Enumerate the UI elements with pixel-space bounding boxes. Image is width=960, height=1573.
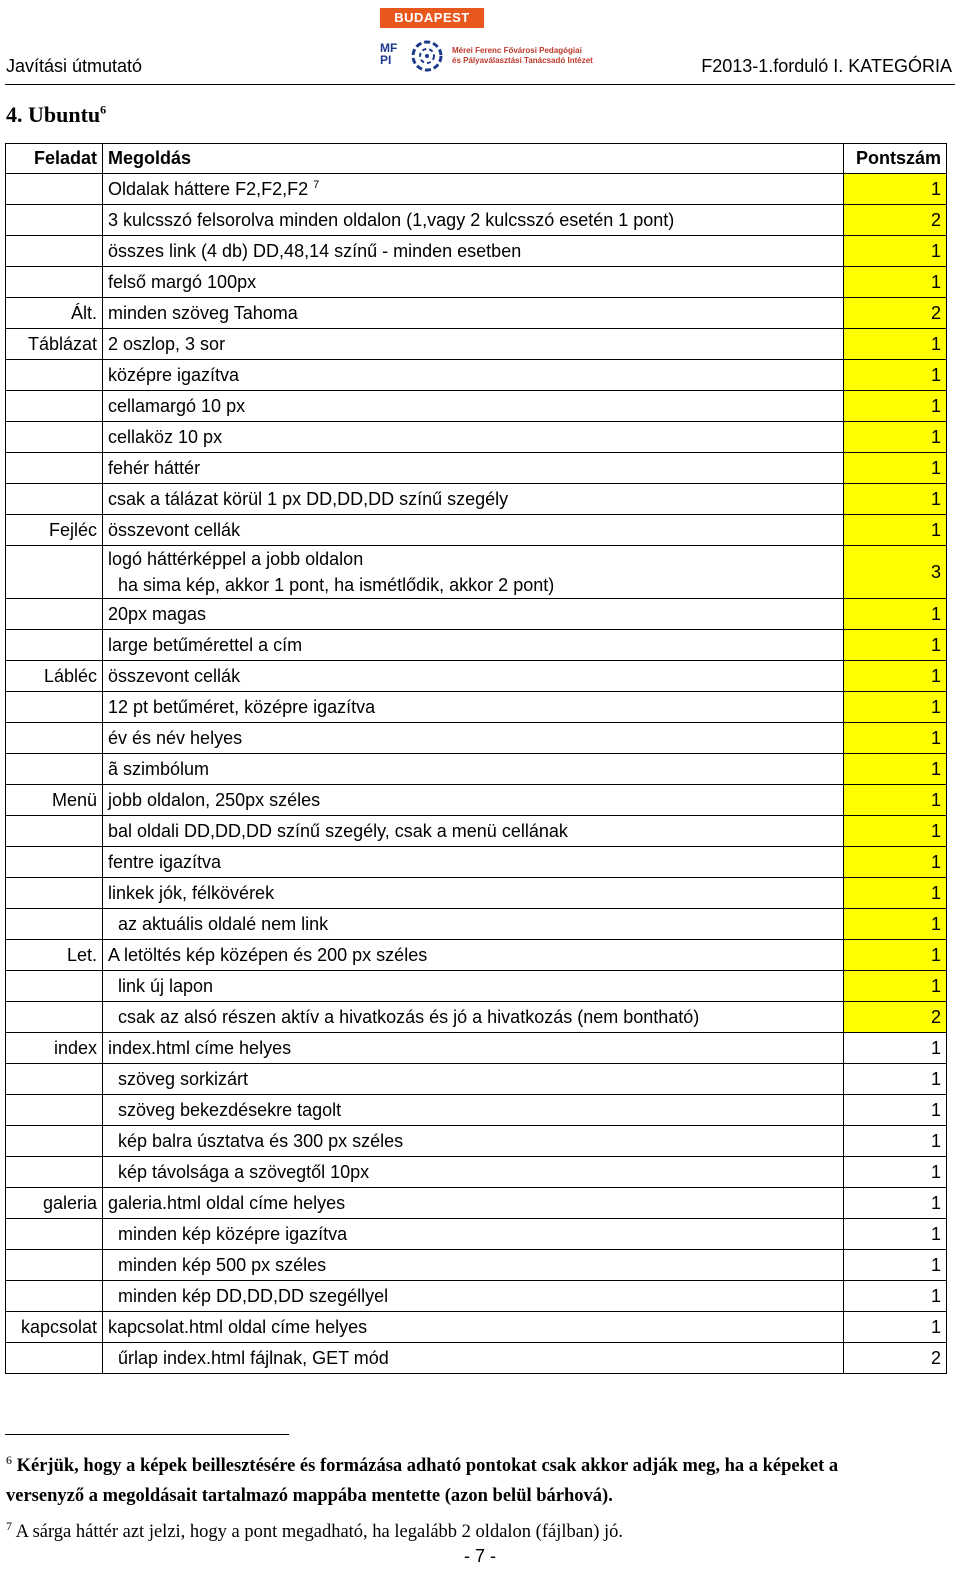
row-pontszam: 1: [844, 754, 947, 785]
row-megoldas-text: link új lapon: [118, 975, 214, 996]
header-right: F2013-1.forduló I. KATEGÓRIA: [701, 56, 952, 76]
section-title: [6, 102, 106, 128]
mfpi-logo-letters: MF PI: [380, 41, 398, 67]
row-pontszam: 1: [844, 599, 947, 630]
row-megoldas: [103, 1188, 844, 1219]
row-pontszam: 1: [844, 1064, 947, 1095]
row-megoldas-text: index.html címe helyes: [108, 1037, 292, 1058]
row-feladat: [6, 422, 103, 453]
row-pontszam: 1: [844, 816, 947, 847]
row-pontszam: 1: [844, 1095, 947, 1126]
row-pontszam: 1: [844, 422, 947, 453]
footnote-6-mark: 6: [6, 1453, 12, 1467]
row-feladat: [6, 1002, 103, 1033]
table-row: [6, 847, 947, 878]
table-row: [6, 236, 947, 267]
row-pontszam: 1: [844, 1250, 947, 1281]
row-megoldas: [103, 909, 844, 940]
table-row: [6, 1219, 947, 1250]
row-pontszam: 1: [844, 878, 947, 909]
row-megoldas: [103, 515, 844, 546]
row-megoldas: [103, 630, 844, 661]
header-left: Javítási útmutató: [6, 56, 143, 76]
table-row: [6, 360, 947, 391]
row-feladat: Let.: [6, 940, 103, 971]
row-feladat: [6, 1157, 103, 1188]
footnote-6: [6, 1445, 906, 1511]
row-feladat: [6, 630, 103, 661]
row-pontszam: 1: [844, 1219, 947, 1250]
row-megoldas-text: 20px magas: [108, 603, 207, 624]
table-row: [6, 599, 947, 630]
section-title-footnote-ref: 6: [100, 102, 107, 117]
row-pontszam: 1: [844, 785, 947, 816]
table-row: [6, 329, 947, 360]
row-pontszam: 1: [844, 1126, 947, 1157]
row-feladat: [6, 360, 103, 391]
row-feladat: [6, 1219, 103, 1250]
budapest-logo: BUDAPEST: [380, 8, 484, 28]
footnotes: [6, 1445, 906, 1547]
row-pontszam: 2: [844, 1343, 947, 1374]
row-pontszam: 1: [844, 236, 947, 267]
table-row: [6, 754, 947, 785]
row-megoldas: [103, 360, 844, 391]
row-megoldas-text: szöveg sorkizárt: [118, 1068, 249, 1089]
table-row: [6, 1281, 947, 1312]
row-pontszam: 1: [844, 1157, 947, 1188]
row-megoldas: [103, 546, 844, 599]
row-megoldas: [103, 599, 844, 630]
table-row: [6, 723, 947, 754]
row-feladat: [6, 267, 103, 298]
table-row: [6, 785, 947, 816]
footnote-7: [6, 1511, 906, 1547]
row-megoldas-text: minden kép DD,DD,DD szegéllyel: [118, 1285, 389, 1306]
table-row: [6, 878, 947, 909]
row-feladat: [6, 205, 103, 236]
row-megoldas: [103, 878, 844, 909]
row-megoldas-text: az aktuális oldalé nem link: [118, 913, 329, 934]
table-row: [6, 1312, 947, 1343]
table-row: [6, 1033, 947, 1064]
row-megoldas: [103, 329, 844, 360]
table-row: [6, 1064, 947, 1095]
row-pontszam: 1: [844, 329, 947, 360]
header-pontszam: Pontszám: [844, 144, 947, 174]
row-feladat: index: [6, 1033, 103, 1064]
row-feladat: [6, 391, 103, 422]
row-megoldas: [103, 1312, 844, 1343]
row-megoldas-text: 12 pt betűméret, középre igazítva: [108, 696, 376, 717]
mfpi-logo-text-line1: Mérei Ferenc Fővárosi Pedagógiai: [452, 46, 582, 55]
row-megoldas: [103, 1219, 844, 1250]
row-megoldas: [103, 785, 844, 816]
row-pontszam: 1: [844, 515, 947, 546]
row-feladat: [6, 692, 103, 723]
table-row: [6, 816, 947, 847]
header-megoldas: Megoldás: [103, 144, 844, 174]
scoring-table: [5, 143, 947, 1374]
row-pontszam: 1: [844, 391, 947, 422]
footnote-7-text: A sárga háttér azt jelzi, hogy a pont megadható, ha legalább 2 oldalon (fájlban) jó.: [15, 1522, 623, 1543]
row-pontszam: 1: [844, 847, 947, 878]
table-row: [6, 298, 947, 329]
row-feladat: [6, 878, 103, 909]
row-pontszam: 1: [844, 909, 947, 940]
table-row: [6, 1002, 947, 1033]
row-feladat: [6, 723, 103, 754]
row-pontszam: 1: [844, 940, 947, 971]
row-megoldas-text: összevont cellák: [108, 519, 241, 540]
row-megoldas-text: 2 oszlop, 3 sor: [108, 333, 226, 354]
row-megoldas: [103, 971, 844, 1002]
row-pontszam: 1: [844, 723, 947, 754]
row-megoldas: [103, 692, 844, 723]
table-row: [6, 661, 947, 692]
row-megoldas-text: szöveg bekezdésekre tagolt: [118, 1099, 342, 1120]
table-row: [6, 909, 947, 940]
footnote-rule: [5, 1434, 289, 1435]
row-megoldas-text: large betűmérettel a cím: [108, 634, 303, 655]
row-megoldas-text: kapcsolat.html oldal címe helyes: [108, 1316, 368, 1337]
table-row: [6, 267, 947, 298]
table-row: [6, 971, 947, 1002]
row-megoldas: [103, 1126, 844, 1157]
row-pontszam: 2: [844, 205, 947, 236]
row-pontszam: 1: [844, 661, 947, 692]
table-row: [6, 630, 947, 661]
row-pontszam: 1: [844, 453, 947, 484]
row-feladat: [6, 847, 103, 878]
row-feladat: [6, 1343, 103, 1374]
table-row: [6, 1343, 947, 1374]
header-divider: [5, 84, 955, 85]
table-row: [6, 422, 947, 453]
row-megoldas-text: linkek jók, félkövérek: [108, 882, 275, 903]
row-megoldas: [103, 236, 844, 267]
table-row: [6, 1157, 947, 1188]
row-pontszam: 1: [844, 360, 947, 391]
row-megoldas-text: év és név helyes: [108, 727, 243, 748]
row-megoldas-text: minden szöveg Tahoma: [108, 302, 298, 323]
row-feladat: [6, 754, 103, 785]
section-title-text: 4. Ubuntu: [6, 102, 101, 127]
row-megoldas: [103, 205, 844, 236]
table-header-row: [6, 144, 947, 174]
table-row: [6, 1250, 947, 1281]
table-row: [6, 174, 947, 205]
row-megoldas-text: minden kép 500 px széles: [118, 1254, 327, 1275]
mfpi-logo-text-line2: és Pályaválasztási Tanácsadó Intézet: [452, 56, 593, 65]
row-feladat: [6, 909, 103, 940]
mfpi-swirl-icon: [406, 36, 448, 76]
row-feladat: Táblázat: [6, 329, 103, 360]
row-megoldas-text: galeria.html oldal címe helyes: [108, 1192, 346, 1213]
row-megoldas-text: csak a tálázat körül 1 px DD,DD,DD színű szegély: [108, 488, 509, 509]
row-megoldas-text: minden kép középre igazítva: [118, 1223, 348, 1244]
row-megoldas: [103, 1281, 844, 1312]
row-feladat: [6, 453, 103, 484]
row-pontszam: 1: [844, 1281, 947, 1312]
row-megoldas: [103, 422, 844, 453]
row-megoldas: [103, 267, 844, 298]
row-feladat: [6, 1281, 103, 1312]
row-megoldas-text: ã szimbólum: [108, 758, 210, 779]
row-megoldas-text: cellaköz 10 px: [108, 426, 223, 447]
row-megoldas: [103, 1002, 844, 1033]
row-megoldas-line2: ha sima kép, akkor 1 pont, ha ismétlődik, akkor 2 pont): [118, 575, 555, 595]
row-pontszam: 1: [844, 267, 947, 298]
row-megoldas-text: fehér háttér: [108, 457, 201, 478]
footnote-6-text: Kérjük, hogy a képek beillesztésére és formázása adható pontokat csak akkor adják meg, ha a képeket a versenyző a megoldásait tartalmazó mappába mentette (azon belül bárhová).: [6, 1456, 839, 1507]
row-feladat: [6, 1064, 103, 1095]
row-feladat: kapcsolat: [6, 1312, 103, 1343]
footnote-ref: 7: [313, 178, 320, 191]
row-megoldas: [103, 754, 844, 785]
row-megoldas-text: A letöltés kép középen és 200 px széles: [108, 944, 428, 965]
row-megoldas: [103, 453, 844, 484]
row-megoldas: [103, 1250, 844, 1281]
row-feladat: [6, 1126, 103, 1157]
row-megoldas-text: cellamargó 10 px: [108, 395, 246, 416]
table-row: [6, 453, 947, 484]
table-row: [6, 1126, 947, 1157]
row-megoldas: [103, 1343, 844, 1374]
row-megoldas-text: bal oldali DD,DD,DD színű szegély, csak a menü cellának: [108, 820, 568, 841]
row-megoldas-text: középre igazítva: [108, 364, 240, 385]
table-row: [6, 1095, 947, 1126]
row-megoldas-text: Oldalak háttere F2,F2,F2: [108, 178, 314, 199]
row-megoldas: [103, 661, 844, 692]
row-megoldas: [103, 816, 844, 847]
row-feladat: galeria: [6, 1188, 103, 1219]
row-megoldas-text: fentre igazítva: [108, 851, 222, 872]
page-number: - 7 -: [463, 1546, 496, 1566]
row-feladat: [6, 174, 103, 205]
row-megoldas: [103, 847, 844, 878]
row-pontszam: 1: [844, 484, 947, 515]
table-row: [6, 546, 947, 599]
row-megoldas: [103, 723, 844, 754]
row-megoldas: [103, 1064, 844, 1095]
table-row: [6, 940, 947, 971]
row-pontszam: 3: [844, 546, 947, 599]
row-pontszam: 1: [844, 692, 947, 723]
row-megoldas: [103, 1095, 844, 1126]
row-feladat: [6, 546, 103, 599]
row-pontszam: 1: [844, 630, 947, 661]
row-pontszam: 1: [844, 1188, 947, 1219]
row-megoldas-text: kép távolsága a szövegtől 10px: [118, 1161, 370, 1182]
row-feladat: [6, 484, 103, 515]
row-feladat: [6, 1095, 103, 1126]
row-pontszam: 2: [844, 298, 947, 329]
row-megoldas-line1: logó háttérképpel a jobb oldalon: [108, 549, 364, 569]
mfpi-logo-text: [452, 46, 593, 66]
footnote-7-mark: 7: [6, 1519, 12, 1534]
table-row: [6, 205, 947, 236]
row-feladat: [6, 971, 103, 1002]
row-pontszam: 1: [844, 971, 947, 1002]
row-pontszam: 2: [844, 1002, 947, 1033]
row-megoldas: [103, 940, 844, 971]
table-row: [6, 391, 947, 422]
table-row: [6, 1188, 947, 1219]
row-pontszam: 1: [844, 1312, 947, 1343]
row-feladat: Ált.: [6, 298, 103, 329]
mfpi-logo: [380, 36, 593, 76]
row-pontszam: 1: [844, 1033, 947, 1064]
row-megoldas-text: kép balra úsztatva és 300 px széles: [118, 1130, 404, 1151]
row-megoldas: [103, 174, 844, 205]
row-megoldas-text: űrlap index.html fájlnak, GET mód: [118, 1347, 389, 1368]
row-megoldas: [103, 484, 844, 515]
header-feladat: Feladat: [6, 144, 103, 174]
row-feladat: [6, 599, 103, 630]
row-feladat: [6, 1250, 103, 1281]
row-feladat: [6, 236, 103, 267]
table-row: [6, 515, 947, 546]
row-megoldas-text: összevont cellák: [108, 665, 241, 686]
row-megoldas-text: csak az alsó részen aktív a hivatkozás és jó a hivatkozás (nem bontható): [118, 1006, 700, 1027]
row-megoldas: [103, 1033, 844, 1064]
row-megoldas: [103, 298, 844, 329]
row-megoldas-text: 3 kulcsszó felsorolva minden oldalon (1,vagy 2 kulcsszó esetén 1 pont): [108, 209, 675, 230]
row-megoldas-text: jobb oldalon, 250px széles: [108, 789, 321, 810]
row-feladat: Fejléc: [6, 515, 103, 546]
table-row: [6, 484, 947, 515]
row-megoldas: [103, 1157, 844, 1188]
row-feladat: Lábléc: [6, 661, 103, 692]
row-megoldas-text: felső margó 100px: [108, 271, 257, 292]
row-megoldas-text: összes link (4 db) DD,48,14 színű - minden esetben: [108, 240, 522, 261]
row-pontszam: 1: [844, 174, 947, 205]
table-row: [6, 692, 947, 723]
row-feladat: [6, 816, 103, 847]
row-feladat: Menü: [6, 785, 103, 816]
row-megoldas: [103, 391, 844, 422]
